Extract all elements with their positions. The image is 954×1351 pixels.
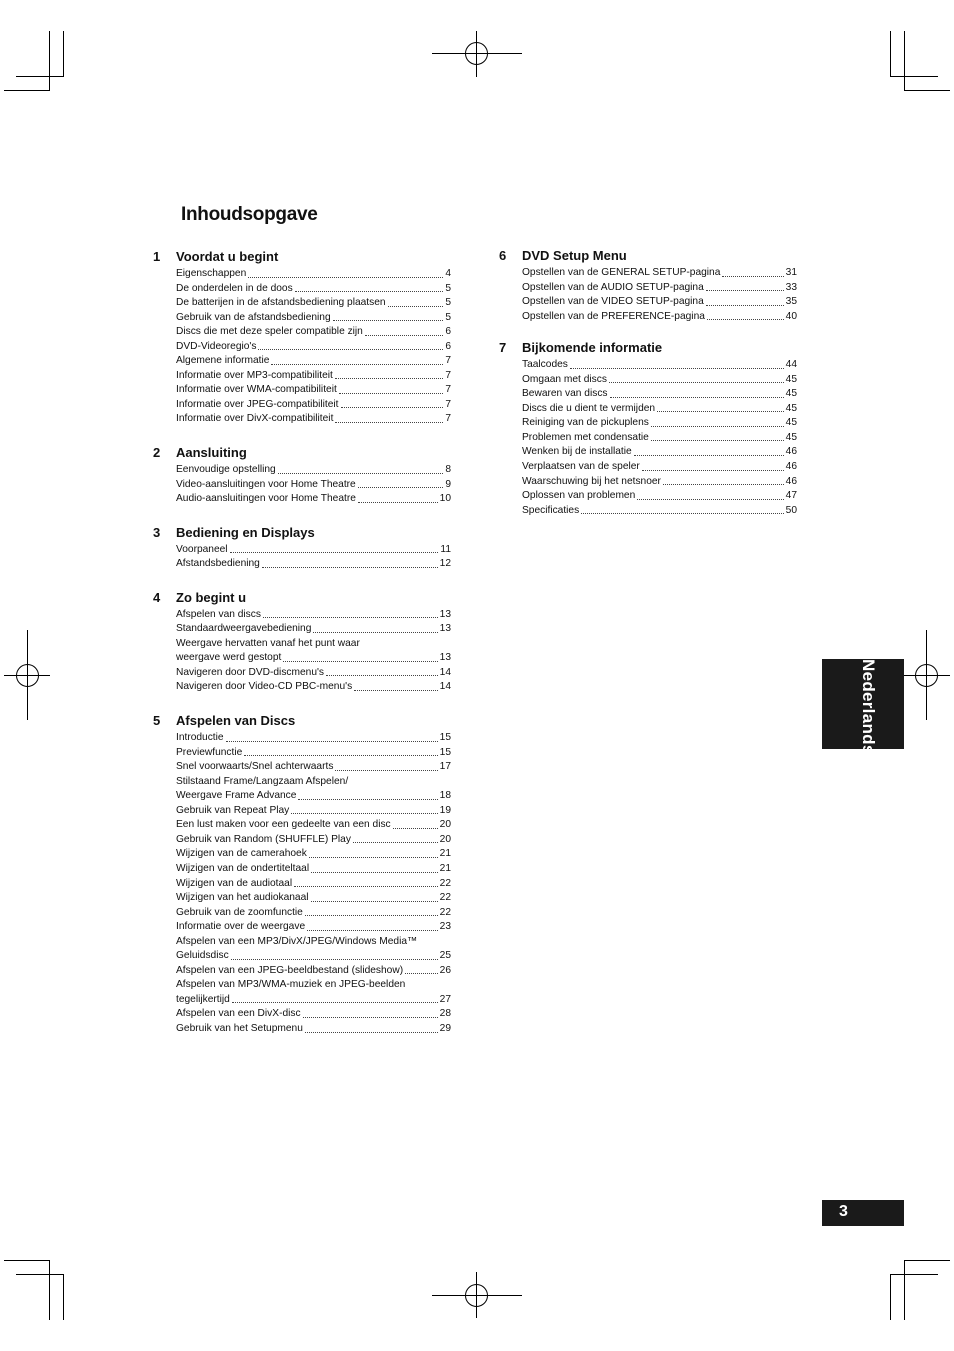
toc-entry-page: 14 [439,666,451,678]
toc-entry[interactable] [176,267,451,282]
toc-entry-page: 5 [445,282,451,294]
toc-entry-title: Eenvoudige opstelling [176,464,276,476]
toc-entry[interactable] [522,489,797,504]
toc-entry-page: 6 [445,326,451,338]
toc-entry[interactable] [176,463,451,478]
leader-dots [230,552,439,553]
leader-dots [244,755,437,756]
toc-entry[interactable] [522,266,797,281]
leader-dots [335,770,437,771]
toc-entry-page: 45 [785,431,797,443]
toc-entry[interactable] [176,369,451,384]
toc-entry[interactable] [176,680,451,695]
toc-entry[interactable] [176,325,451,340]
leader-dots [258,349,443,350]
toc-entry-page: 18 [439,790,451,802]
leader-dots [581,513,783,514]
leader-dots [278,473,444,474]
language-tab [822,659,904,755]
toc-entry[interactable] [176,935,451,950]
section-number: 6 [499,248,507,263]
toc-entry-title: Reiniging van de pickuplens [522,417,649,429]
toc-entry-title: Oplossen van problemen [522,490,636,502]
toc-entry[interactable] [522,416,797,431]
toc-entry-title: Wijzigen van de camerahoek [176,848,307,860]
leader-dots [303,1017,438,1018]
leader-dots [570,368,784,369]
section-title: DVD Setup Menu [522,248,627,263]
toc-entry-title: Omgaan met discs [522,373,607,385]
toc-entry-page: 45 [785,388,797,400]
toc-section [499,248,797,324]
toc-entry[interactable] [522,281,797,296]
section-number: 5 [153,713,161,729]
toc-entry[interactable] [176,891,451,906]
section-heading [153,249,451,267]
leader-dots [642,470,784,471]
leader-dots [291,813,437,814]
toc-entry-title: Video-aansluitingen voor Home Theatre [176,478,356,490]
toc-entry-title: Gebruik van de zoomfunctie [176,906,303,918]
toc-entry-title: Verplaatsen van de speler [522,461,640,473]
toc-entry[interactable] [522,402,797,417]
toc-entry-title: Audio-aansluitingen voor Home Theatre [176,493,356,505]
leader-dots [313,632,437,633]
toc-entry-title: Afspelen van een DivX-disc [176,1008,301,1020]
toc-entry-title: Wijzigen van de ondertiteltaal [176,862,310,874]
toc-entry-page: 13 [439,623,451,635]
toc-entry-title: Opstellen van de PREFERENCE-pagina [522,310,705,322]
section-number: 3 [153,524,161,540]
toc-entry[interactable] [522,295,797,310]
toc-entry-title: Opstellen van de VIDEO SETUP-pagina [522,296,704,308]
toc-entry[interactable] [176,637,451,652]
toc-entry-title: Afspelen van een JPEG-beeldbestand (slideshow) [176,964,404,976]
leader-dots [305,1032,438,1033]
toc-entry-page: 27 [439,993,451,1005]
leader-dots [365,335,443,336]
toc-section [153,525,451,572]
toc-entry[interactable] [176,282,451,297]
toc-entry-page: 40 [785,310,797,322]
toc-entry-page: 46 [785,475,797,487]
leader-dots [707,319,784,320]
toc-entry[interactable] [176,622,451,637]
toc-entry[interactable] [176,340,451,355]
toc-section [499,340,797,518]
leader-dots [298,799,437,800]
toc-entry[interactable] [522,475,797,490]
toc-entry-page: 22 [439,906,451,918]
section-title: Aansluiting [176,445,247,461]
leader-dots [706,290,784,291]
toc-entry-title: Waarschuwing bij het netsnoer [522,475,661,487]
toc-entry-title: Discs die u dient te vermijden [522,402,656,414]
leader-dots [706,305,784,306]
section-title: Bijkomende informatie [522,340,663,356]
toc-entry-page: 44 [785,359,797,371]
toc-entry-title: De onderdelen in de doos [176,282,293,294]
toc-entry[interactable] [176,804,451,819]
toc-section [153,713,451,1036]
toc-entry-title: DVD-Videoregio's [176,340,257,352]
toc-entry-page: 8 [445,464,451,476]
leader-dots [341,407,444,408]
leader-dots [232,1002,438,1003]
language-tab-label: Nederlands [859,659,878,755]
toc-entry-page: 26 [439,964,451,976]
toc-entry[interactable] [176,746,451,761]
leader-dots [305,915,438,916]
toc-entry[interactable] [522,387,797,402]
toc-entry-title: Opstellen van de AUDIO SETUP-pagina [522,281,704,293]
toc-entry[interactable] [522,358,797,373]
toc-entry-title: Informatie over WMA-compatibiliteit [176,384,337,396]
toc-entry-title: weergave werd gestopt [176,652,282,664]
section-title: Bediening en Displays [176,524,315,540]
toc-entry[interactable] [522,445,797,460]
toc-entry[interactable] [176,818,451,833]
toc-entry-title: Voorpaneel [176,543,228,555]
toc-entry-page: 45 [785,373,797,385]
toc-entry[interactable] [176,478,451,493]
leader-dots [651,440,784,441]
toc-entry[interactable] [176,543,451,558]
toc-entry-page: 22 [439,877,451,889]
toc-entry[interactable] [176,949,451,964]
leader-dots [339,393,444,394]
toc-entry-title: tegelijkertijd [176,993,230,1005]
toc-entry-title: Algemene informatie [176,355,270,367]
toc-entry-title: Weergave Frame Advance [176,790,297,802]
toc-entry[interactable] [176,608,451,623]
toc-entry[interactable] [176,383,451,398]
leader-dots [358,502,438,503]
toc-entry-title: Afspelen van MP3/WMA-muziek en JPEG-beelden [176,979,406,991]
leader-dots [651,426,784,427]
toc-entry[interactable] [176,731,451,746]
leader-dots [283,661,437,662]
toc-entry[interactable] [176,789,451,804]
section-title: Voordat u begint [176,249,279,264]
toc-entry-page: 15 [439,732,451,744]
toc-entry-page: 19 [439,804,451,816]
toc-entry[interactable] [522,310,797,325]
page-title: Inhoudsopgave [181,204,318,225]
toc-entry-page: 7 [445,398,451,410]
toc-entry-page: 23 [439,921,451,933]
toc-entry[interactable] [176,906,451,921]
toc-entry-title: Bewaren van discs [522,388,608,400]
section-title: Afspelen van Discs [176,713,296,729]
section-number: 1 [153,249,161,264]
toc-entry-page: 28 [439,1008,451,1020]
toc-entry-page: 45 [785,402,797,414]
toc-entry-page: 25 [439,950,451,962]
toc-entry-title: Wijzigen van het audiokanaal [176,892,309,904]
toc-entry-title: Gebruik van Repeat Play [176,804,290,816]
leader-dots [311,872,438,873]
toc-entry[interactable] [176,311,451,326]
toc-entry[interactable] [176,354,451,369]
leader-dots [295,291,444,292]
leader-dots [326,675,438,676]
toc-entry-page: 13 [439,608,451,620]
toc-section [153,249,451,427]
toc-entry-title: Een lust maken voor een gedeelte van een disc [176,819,391,831]
toc-entry-title: Informatie over JPEG-compatibiliteit [176,398,339,410]
toc-entry-title: Wenken bij de installatie [522,446,632,458]
leader-dots [263,617,438,618]
leader-dots [609,382,784,383]
toc-entry[interactable] [176,1007,451,1022]
toc-entry-page: 7 [445,369,451,381]
toc-entry[interactable] [176,964,451,979]
toc-entry-page: 21 [439,848,451,860]
toc-entry[interactable] [176,775,451,790]
section-heading [153,445,451,463]
toc-entry-page: 35 [785,296,797,308]
toc-entry-page: 7 [445,355,451,367]
toc-entry[interactable] [176,920,451,935]
page-number-box [822,1200,904,1226]
toc-entry-title: Weergave hervatten vanaf het punt waar [176,637,360,649]
toc-entry-title: Specificaties [522,504,580,516]
section-heading [153,590,451,608]
leader-dots [722,276,783,277]
leader-dots [294,886,438,887]
leader-dots [248,277,443,278]
toc-entry-title: Standaardweergavebediening [176,623,312,635]
toc-entry-page: 6 [445,340,451,352]
toc-entry[interactable] [522,431,797,446]
toc-entry[interactable] [522,373,797,388]
leader-dots [353,842,438,843]
leader-dots [231,959,438,960]
toc-entry[interactable] [176,877,451,892]
leader-dots [311,901,438,902]
toc-entry-title: Geluidsdisc [176,950,229,962]
toc-entry-title: Navigeren door DVD-discmenu's [176,666,325,678]
section-heading [499,340,797,358]
toc-entry-title: Informatie over de weergave [176,921,306,933]
toc-entry-title: Afspelen van een MP3/DivX/JPEG/Windows Media™ [176,935,418,947]
leader-dots [405,973,438,974]
toc-entry-title: Afspelen van discs [176,608,261,620]
toc-right-column [499,248,797,518]
leader-dots [637,499,783,500]
toc-entry[interactable] [522,460,797,475]
toc-entry[interactable] [176,296,451,311]
leader-dots [307,930,438,931]
toc-entry-title: Gebruik van het Setupmenu [176,1022,303,1034]
leader-dots [262,567,438,568]
toc-entry-page: 5 [445,311,451,323]
toc-entry-title: Wijzigen van de audiotaal [176,877,293,889]
toc-entry-page: 14 [439,681,451,693]
toc-entry-page: 46 [785,446,797,458]
toc-entry-page: 10 [439,493,451,505]
toc-entry-page: 22 [439,892,451,904]
toc-entry-title: Stilstaand Frame/Langzaam Afspelen/ [176,775,349,787]
toc-entry[interactable] [176,398,451,413]
toc-entry-page: 31 [785,267,797,278]
section-title: Zo begint u [176,589,247,605]
toc-entry-page: 5 [445,297,451,309]
toc-entry-title: Informatie over MP3-compatibiliteit [176,369,333,381]
leader-dots [634,455,784,456]
toc-entry[interactable] [176,412,451,427]
leader-dots [271,364,443,365]
toc-entry-page: 21 [439,862,451,874]
section-number: 2 [153,445,161,461]
toc-entry-page: 11 [440,543,451,555]
toc-entry-page: 7 [445,413,451,425]
toc-entry[interactable] [176,862,451,877]
leader-dots [335,378,443,379]
toc-entry-page: 17 [439,761,451,773]
toc-entry-title: De batterijen in de afstandsbediening plaatsen [176,297,386,309]
toc-entry-title: Previewfunctie [176,746,243,758]
leader-dots [309,857,438,858]
toc-entry[interactable] [522,504,797,519]
leader-dots [663,484,784,485]
toc-entry-page: 13 [439,652,451,664]
toc-entry[interactable] [176,993,451,1008]
leader-dots [610,397,784,398]
leader-dots [393,828,438,829]
toc-entry-title: Discs die met deze speler compatible zijn [176,326,363,338]
toc-entry-title: Gebruik van de afstandsbediening [176,311,331,323]
leader-dots [657,411,784,412]
toc-section [153,590,451,695]
toc-entry-title: Introductie [176,732,224,744]
toc-entry-title: Afstandsbediening [176,558,260,570]
leader-dots [354,690,437,691]
leader-dots [226,741,438,742]
toc-entry[interactable] [176,557,451,572]
toc-entry[interactable] [176,492,451,507]
toc-entry[interactable] [176,1022,451,1037]
toc-entry-page: 15 [439,746,451,758]
leader-dots [335,422,443,423]
toc-entry-page: 9 [445,478,451,490]
toc-entry[interactable] [176,666,451,681]
section-number: 7 [499,340,507,356]
page-number: 3 [839,1203,848,1220]
toc-entry-title: Snel voorwaarts/Snel achterwaarts [176,761,334,773]
toc-entry-page: 47 [785,490,797,502]
toc-entry-page: 4 [445,268,451,279]
toc-left-column [153,249,451,1037]
toc-entry-page: 29 [439,1022,451,1034]
toc-entry-page: 20 [439,819,451,831]
toc-section [153,445,451,507]
toc-entry[interactable] [176,760,451,775]
toc-entry-page: 7 [445,384,451,396]
toc-entry-page: 50 [785,504,797,516]
toc-entry-title: Informatie over DivX-compatibiliteit [176,413,334,425]
section-heading [153,713,451,731]
section-number: 4 [153,589,161,605]
toc-entry[interactable] [176,651,451,666]
toc-entry-page: 12 [439,558,451,570]
toc-entry-title: Navigeren door Video-CD PBC-menu's [176,681,353,693]
toc-entry[interactable] [176,833,451,848]
toc-entry-title: Problemen met condensatie [522,431,649,443]
toc-entry-page: 46 [785,461,797,473]
section-heading [499,248,797,266]
toc-entry-title: Taalcodes [522,359,568,371]
toc-entry[interactable] [176,978,451,993]
leader-dots [388,306,444,307]
leader-dots [333,320,444,321]
toc-entry-page: 45 [785,417,797,429]
toc-entry-page: 20 [439,833,451,845]
toc-entry[interactable] [176,847,451,862]
section-heading [153,525,451,543]
toc-entry-page: 33 [785,281,797,293]
leader-dots [358,487,444,488]
toc-entry-title: Gebruik van Random (SHUFFLE) Play [176,833,351,845]
toc-entry-title: Eigenschappen [176,268,247,279]
toc-entry-title: Opstellen van de GENERAL SETUP-pagina [522,267,721,278]
